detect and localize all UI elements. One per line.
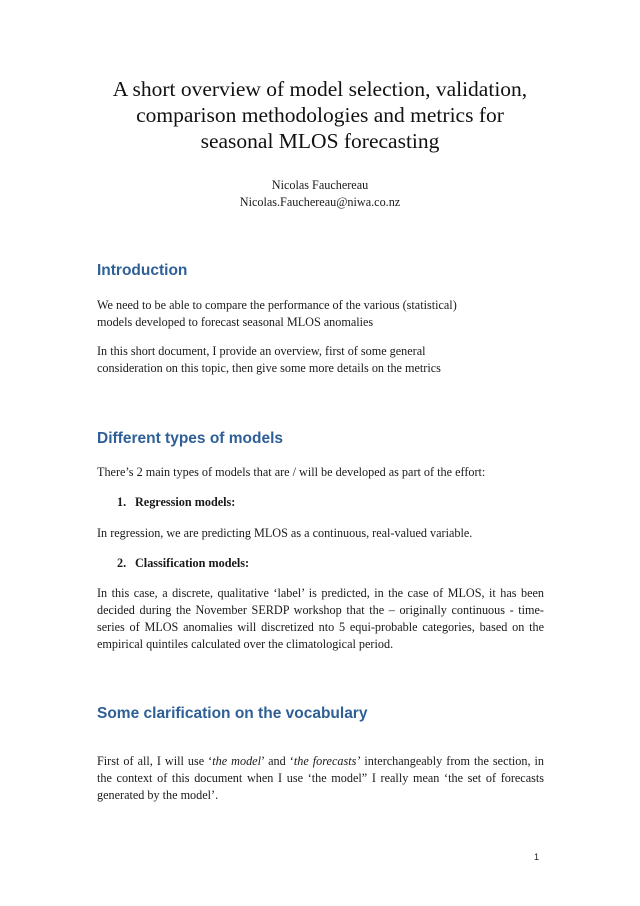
vocab-term-forecasts: the forecasts’: [293, 754, 361, 768]
intro-p2-line-1: In this short document, I provide an overview, first of some general: [97, 344, 426, 358]
list-number: 1.: [117, 495, 127, 509]
author-block: [60, 177, 580, 211]
author-name: Nicolas Fauchereau: [271, 178, 369, 192]
vocab-text-2: ’ and ‘: [260, 754, 294, 768]
classification-description: In this case, a discrete, qualitative ‘label’ is predicted, in the case of MLOS, it has been decided during the November SERDP workshop that the – originally continuous - time-series of MLOS anomalies will discretized nto 5 equi-probable categories, based on the empirical quintiles calculated over the climatological period.: [97, 586, 544, 651]
regression-description: In regression, we are predicting MLOS as a continuous, real-valued variable.: [97, 526, 473, 540]
vocab-text-1: First of all, I will use ‘: [97, 754, 213, 768]
vocab-term-model: the model: [212, 754, 261, 768]
document-title: [60, 76, 580, 154]
model-types-intro: There’s 2 main types of models that are / will be developed as part of the effort:: [97, 465, 486, 479]
heading-model-types: Different types of models: [97, 430, 284, 447]
list-label: Classification models:: [135, 556, 250, 570]
introduction-paragraph-1: [97, 297, 544, 331]
page-number: 1: [534, 852, 540, 862]
list-number: 2.: [117, 556, 127, 570]
list-item-regression: [117, 494, 235, 511]
list-item-classification: [117, 555, 249, 572]
heading-vocabulary: Some clarification on the vocabulary: [97, 705, 368, 722]
list-label: Regression models:: [135, 495, 236, 509]
author-email: Nicolas.Fauchereau@niwa.co.nz: [239, 195, 401, 209]
vocab-text-3: interchangeably from the section, in the context of this document when I use ‘the model” I really mean ‘the set of forecasts generated by the model’.: [97, 754, 544, 802]
title-line-3: seasonal MLOS forecasting: [200, 129, 440, 153]
intro-p1-line-2: models developed to forecast seasonal MLOS anomalies: [97, 315, 374, 329]
title-line-1: A short overview of model selection, validation,: [112, 77, 528, 101]
intro-p1-line-1: We need to be able to compare the performance of the various (statistical): [97, 298, 457, 312]
title-line-2: comparison methodologies and metrics for: [136, 103, 504, 127]
intro-p2-line-2: consideration on this topic, then give some more details on the metrics: [97, 361, 441, 375]
vocabulary-paragraph: [97, 753, 544, 804]
introduction-paragraph-2: [97, 343, 544, 377]
heading-introduction: Introduction: [97, 262, 188, 279]
